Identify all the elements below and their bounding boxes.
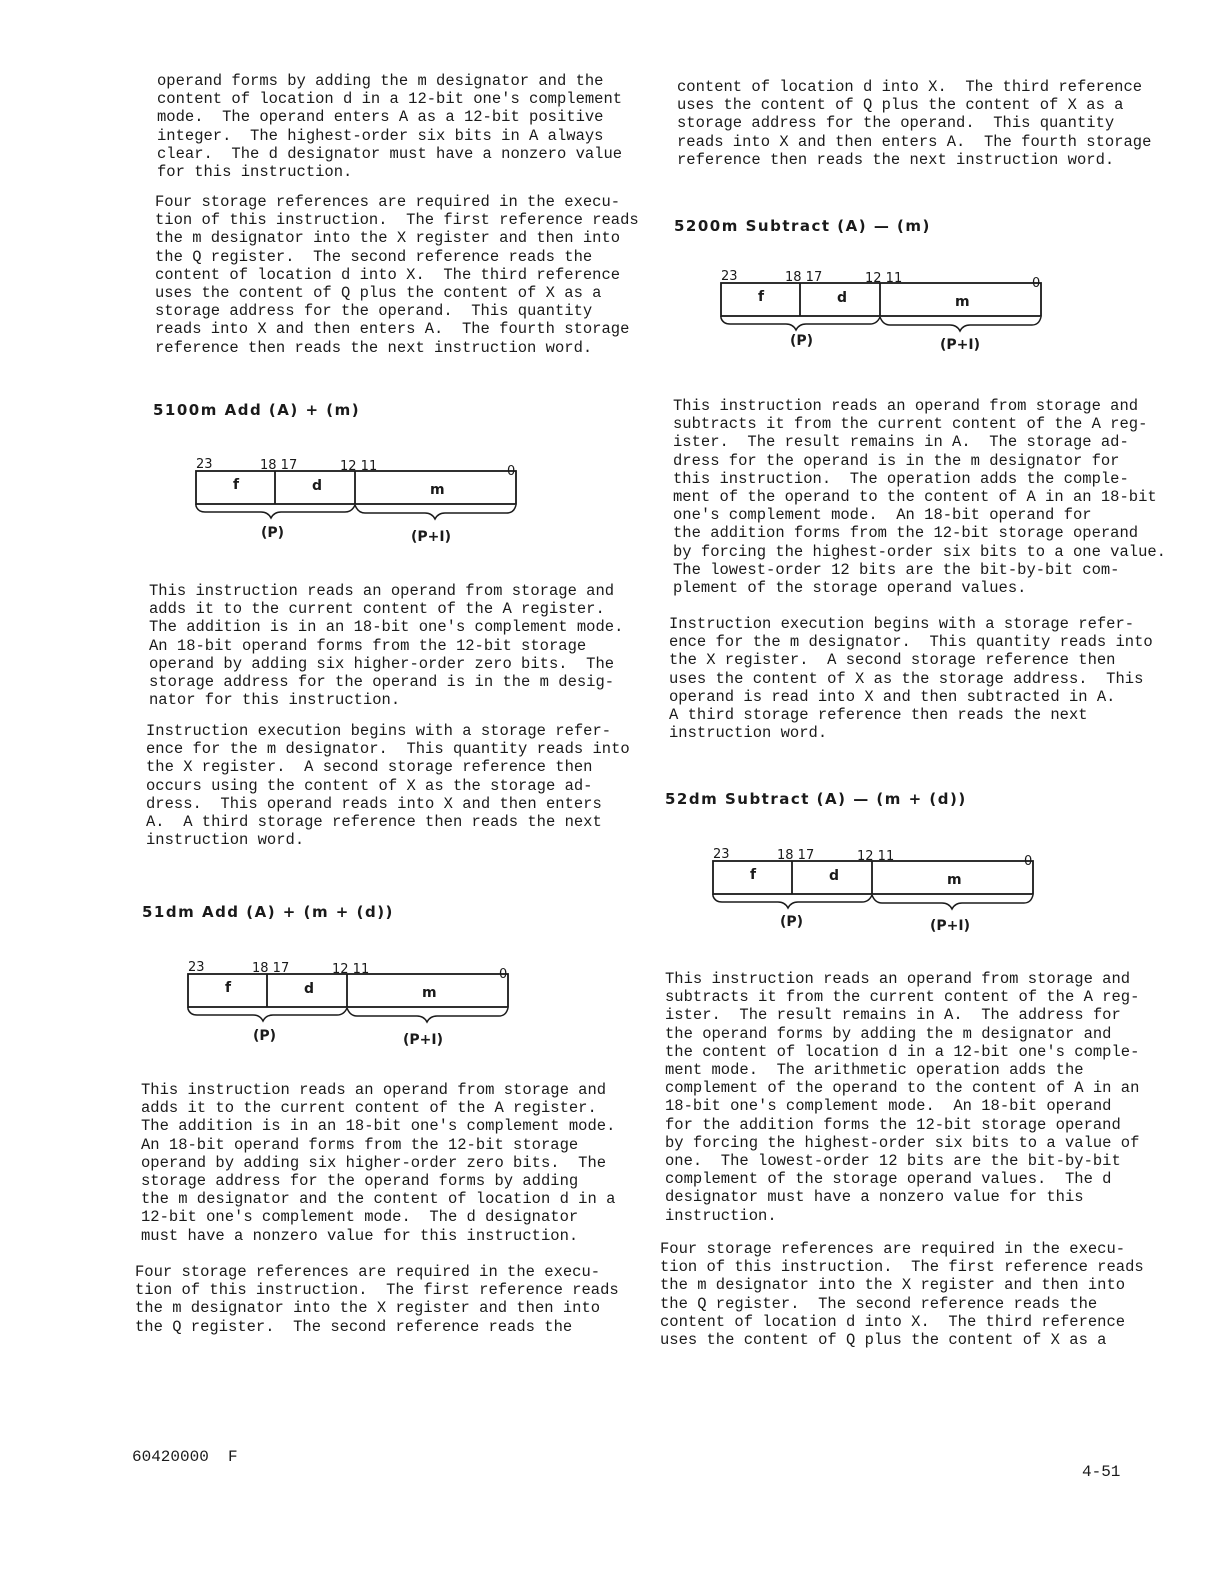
word-box [721,283,1041,316]
bit-label-12-11: 12 11 [332,962,370,977]
brace-label-p: (P) [253,1028,277,1044]
brace-label-p-plus-1: (P+I) [403,1032,443,1048]
bit-label-0: 0 [499,967,508,982]
instruction-format-diagram-5200m [718,268,1048,358]
field-m: m [430,482,445,498]
bit-label-18-17: 18 17 [252,961,290,976]
52dm-storage-references-paragraph: Four storage references are required in the execu- tion of this instruction. The first reference reads the m designator into the X register and then into the Q register. The second reference reads the content of location d into X. The third reference uses the content of Q plus the content of X as a [660,1240,1144,1350]
bit-label-18-17: 18 17 [260,458,298,473]
bit-label-0: 0 [1032,276,1041,291]
bit-label-23: 23 [721,269,738,284]
field-d: d [829,868,840,884]
bit-label-12-11: 12 11 [857,849,895,864]
brace-label-p: (P) [780,914,804,930]
5200m-execution-paragraph: Instruction execution begins with a storage refer- ence for the m designator. This quantity reads into the X register. A second storage reference then uses the content of X as the storage address. This operand is read into X and then subtracted in A. A third storage reference then reads the next instruction word. [669,615,1153,743]
field-d: d [304,981,315,997]
brace-p [713,894,872,908]
bit-label-12-11: 12 11 [340,459,378,474]
brace-label-p: (P) [261,525,285,541]
bit-label-0: 0 [507,464,516,479]
field-f: f [233,477,240,493]
bit-label-23: 23 [188,960,205,975]
bit-label-23: 23 [713,847,730,862]
left-continuation-paragraph: operand forms by adding the m designator and the content of location d in a 12-bit one's complement mode. The operand enters A as a 12-bit positive integer. The highest-order six bits in A always clear. The d designator must have a nonzero value for this instruction. [157,72,623,182]
word-box [713,861,1033,894]
5200m-description-paragraph: This instruction reads an operand from storage and subtracts it from the current content of the A reg- ister. The result remains in A. The storage ad- dress for the operand is in the m designator for this instruction. The operation adds the comple- ment of the operand to the content of A in an 18-bit one's complement mode. An 18-bit operand for the addition forms from the 12-bit storage operand by forcing the highest-order six bits to a one value. The lowest-order 12 bits are the bit-by-bit com- plement of the storage operand values. [673,397,1166,598]
5100m-description-paragraph: This instruction reads an operand from storage and adds it to the current content of the A register. The addition is in an 18-bit one's complement mode. An 18-bit operand forms from the 12-bit storage operand by adding six higher-order zero bits. The storage address for the operand is in the m desig- nator for this instruction. [149,582,624,710]
heading-52dm-subtract: 52dm Subtract (A) — (m + (d)) [665,790,967,808]
instruction-format-diagram-51dm [185,959,515,1049]
page-number: 4-51 [1082,1463,1121,1481]
51dm-storage-references-paragraph: Four storage references are required in the execu- tion of this instruction. The first reference reads the m designator into the X register and then into the Q register. The second reference reads the [135,1263,619,1336]
left-storage-references-paragraph: Four storage references are required in the execu- tion of this instruction. The first reference reads the m designator into the X register and then into the Q register. The second reference reads the content of location d into X. The third reference uses the content of Q plus the content of X as a storage address for the operand. This quantity reads into X and then enters A. The fourth storage reference then reads the next instruction word. [155,193,639,357]
bit-label-23: 23 [196,457,213,472]
brace-label-p-plus-1: (P+I) [411,529,451,545]
heading-51dm-add: 51dm Add (A) + (m + (d)) [142,903,394,921]
document-number: 60420000 F [132,1448,238,1466]
brace-label-p: (P) [790,333,814,349]
field-m: m [955,294,970,310]
brace-p-plus-1 [880,317,1041,331]
brace-p-plus-1 [355,505,516,519]
brace-p-plus-1 [347,1008,508,1022]
field-d: d [312,478,323,494]
brace-label-p-plus-1: (P+I) [940,337,980,353]
right-continuation-paragraph: content of location d into X. The third reference uses the content of Q plus the content of X as a storage address for the operand. This quantity reads into X and then enters A. The fourth storage reference then reads the next instruction word. [677,78,1152,169]
instruction-format-diagram-52dm [710,846,1040,936]
field-f: f [750,867,757,883]
brace-p [196,504,355,518]
brace-p-plus-1 [872,895,1033,909]
52dm-description-paragraph: This instruction reads an operand from storage and subtracts it from the current content of the A reg- ister. The result remains in A. The address for the operand forms by adding the m designator and the content of location d in a 12-bit one's comple- ment mode. The arithmetic operation adds the complement of the operand to the content of A in an 18-bit one's complement mode. An 18-bit operand for the addition forms the 12-bit storage operand by forcing the highest-order six bits to a value of one. The lowest-order 12 bits are the bit-by-bit complement of the storage operand values. The d designator must have a nonzero value for this instruction. [665,970,1140,1225]
heading-5100m-add: 5100m Add (A) + (m) [153,401,361,419]
field-d: d [837,290,848,306]
51dm-description-paragraph: This instruction reads an operand from storage and adds it to the current content of the A register. The addition is in an 18-bit one's complement mode. An 18-bit operand forms from the 12-bit storage operand by adding six higher-order zero bits. The storage address for the operand forms by adding the m designator and the content of location d in a 12-bit one's complement mode. The d designator must have a nonzero value for this instruction. [141,1081,616,1245]
word-box [188,974,508,1007]
field-m: m [947,872,962,888]
bit-label-12-11: 12 11 [865,271,903,286]
word-box [196,471,516,504]
brace-p [188,1007,347,1021]
heading-5200m-subtract: 5200m Subtract (A) — (m) [674,217,931,235]
field-f: f [225,980,232,996]
5100m-execution-paragraph: Instruction execution begins with a storage refer- ence for the m designator. This quantity reads into the X register. A second storage reference then occurs using the content of X as the storage ad- dress. This operand reads into X and then enters A. A third storage reference then reads the next instruction word. [146,722,630,850]
field-f: f [758,289,765,305]
instruction-format-diagram-5100m [193,456,523,546]
bit-label-0: 0 [1024,854,1033,869]
bit-label-18-17: 18 17 [785,270,823,285]
bit-label-18-17: 18 17 [777,848,815,863]
brace-label-p-plus-1: (P+I) [930,918,970,934]
field-m: m [422,985,437,1001]
brace-p [721,316,880,330]
